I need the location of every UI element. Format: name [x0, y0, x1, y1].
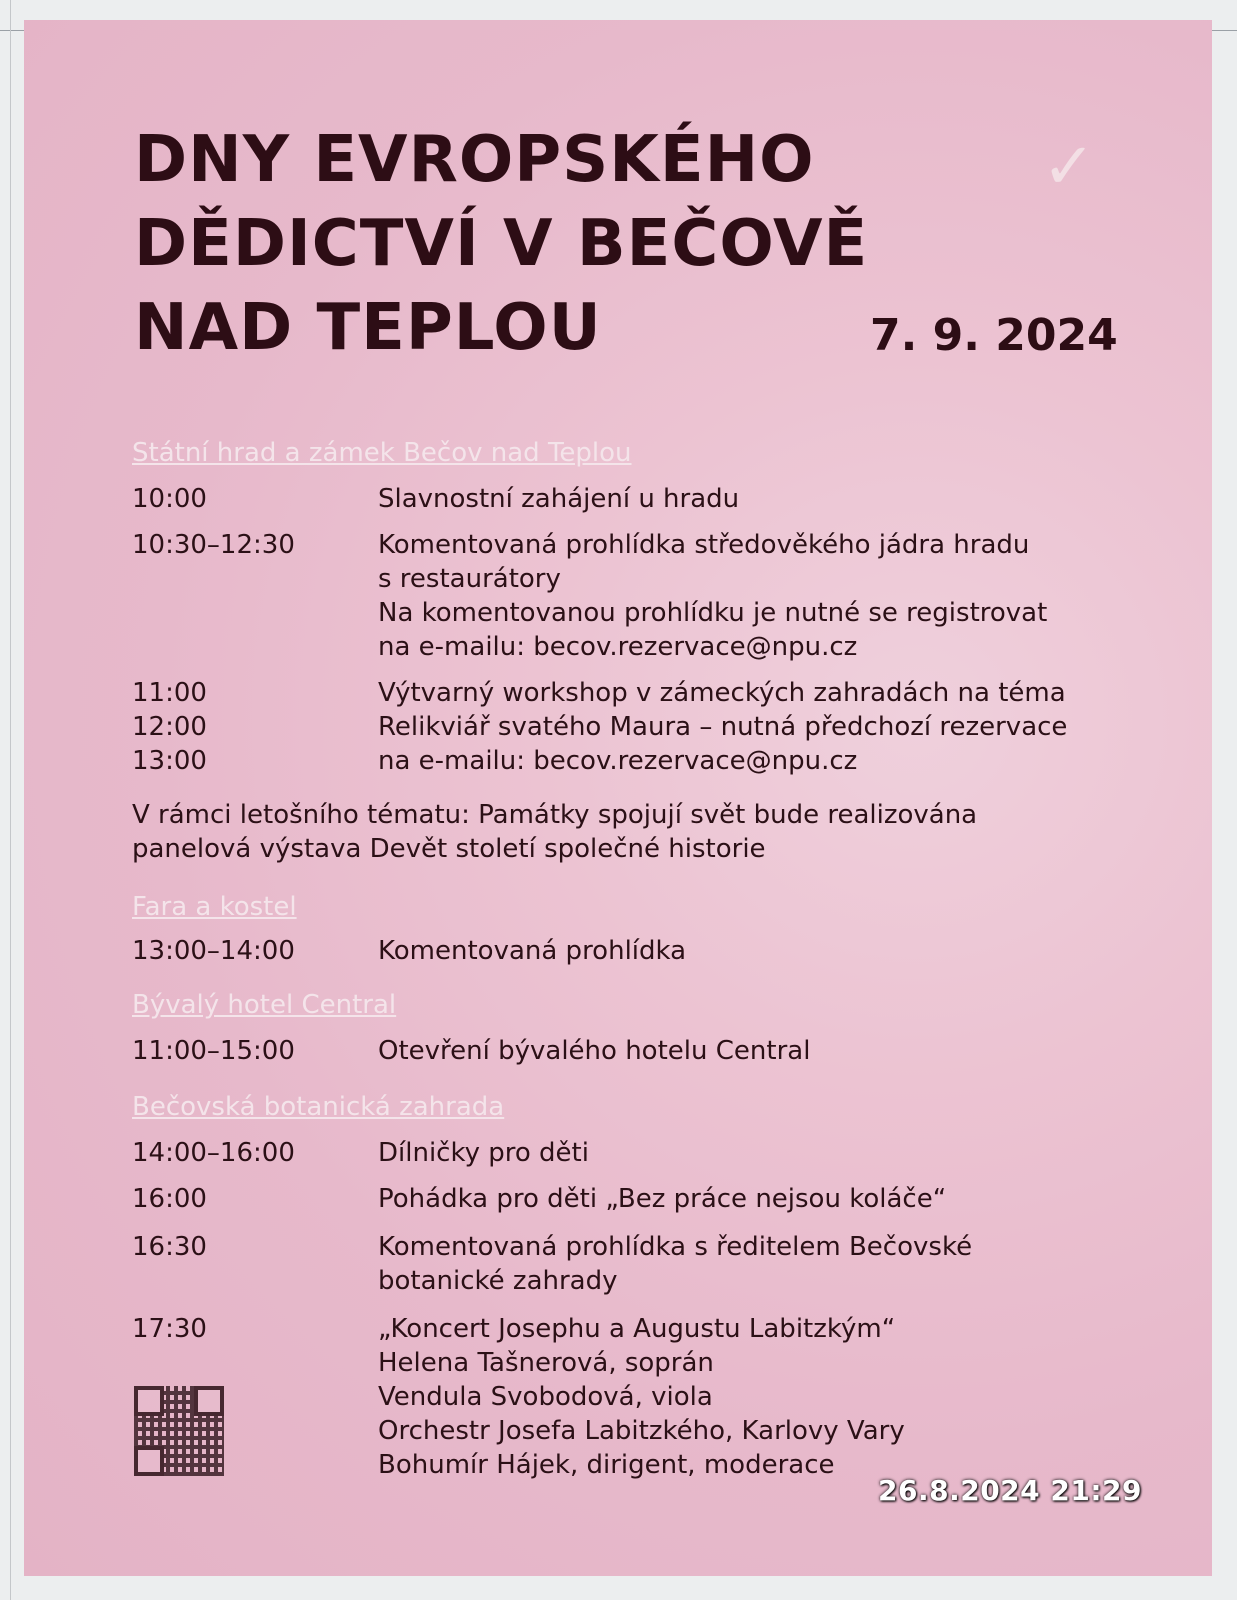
description-line: na e-mailu: becov.rezervace@npu.cz	[378, 746, 858, 776]
exhibition-note	[132, 798, 1172, 866]
schedule-time: 13:00	[132, 746, 207, 776]
description-line: Bohumír Hájek, dirigent, moderace	[378, 1450, 835, 1480]
description-line: s restaurátory	[378, 564, 561, 594]
note-line: V rámci letošního tématu: Památky spojují svět bude realizována	[132, 800, 978, 830]
description-line: Relikviář svatého Maura – nutná předchozí rezervace	[378, 712, 1068, 742]
qr-finder	[194, 1386, 224, 1416]
description-line: Komentovaná prohlídka	[378, 936, 687, 966]
frame-line	[10, 0, 11, 1600]
description-line: na e-mailu: becov.rezervace@npu.cz	[378, 632, 858, 662]
schedule-time: 11:00	[132, 678, 207, 708]
event-date: 7. 9. 2024	[870, 310, 1118, 361]
schedule-description	[378, 1034, 1168, 1068]
description-line: Dílničky pro děti	[378, 1138, 589, 1168]
schedule-description	[378, 1182, 1168, 1216]
schedule-time: 12:00	[132, 712, 207, 742]
schedule-description	[378, 482, 1168, 516]
description-line: Otevření bývalého hotelu Central	[378, 1036, 811, 1066]
note-line: panelová výstava Devět století společné historie	[132, 834, 766, 864]
description-line: Komentovaná prohlídka s ředitelem Bečovské	[378, 1232, 973, 1262]
description-line: Helena Tašnerová, soprán	[378, 1348, 714, 1378]
description-line: Slavnostní zahájení u hradu	[378, 484, 740, 514]
qr-finder	[134, 1386, 164, 1416]
section-heading-castle: Státní hrad a zámek Bečov nad Teplou	[132, 438, 632, 468]
section-heading-garden: Bečovská botanická zahrada	[132, 1092, 505, 1122]
section-heading-hotel: Bývalý hotel Central	[132, 990, 397, 1020]
checkmark-logo-icon: ✓	[1042, 130, 1096, 204]
section-heading-church: Fara a kostel	[132, 892, 297, 922]
schedule-time: 16:00	[132, 1184, 207, 1214]
schedule-time: 16:30	[132, 1232, 207, 1262]
schedule-times	[132, 676, 372, 778]
schedule-time: 13:00–14:00	[132, 936, 295, 966]
description-line: „Koncert Josephu a Augustu Labitzkým“	[378, 1314, 896, 1344]
poster-title	[134, 118, 954, 370]
schedule-description	[378, 1230, 1168, 1298]
schedule-description	[378, 1312, 1168, 1482]
event-poster	[24, 20, 1212, 1576]
schedule-time: 10:30–12:30	[132, 530, 295, 560]
camera-timestamp: 26.8.2024 21:29	[878, 1474, 1143, 1507]
schedule-time: 14:00–16:00	[132, 1138, 295, 1168]
description-line: Vendula Svobodová, viola	[378, 1382, 713, 1412]
qr-code-icon	[134, 1386, 224, 1476]
schedule-description	[378, 934, 1168, 968]
title-line: DĚDICTVÍ V BEČOVĚ	[134, 207, 869, 281]
qr-finder	[134, 1446, 164, 1476]
title-line: NAD TEPLOU	[134, 291, 602, 365]
schedule-time: 10:00	[132, 484, 207, 514]
description-line: Pohádka pro děti „Bez práce nejsou koláče“	[378, 1184, 947, 1214]
schedule-time: 11:00–15:00	[132, 1036, 295, 1066]
description-line: Na komentovanou prohlídku je nutné se registrovat	[378, 598, 1048, 628]
description-line: Výtvarný workshop v zámeckých zahradách na téma	[378, 678, 1066, 708]
schedule-description	[378, 1136, 1168, 1170]
description-line: botanické zahrady	[378, 1266, 618, 1296]
title-line: DNY EVROPSKÉHO	[134, 123, 815, 197]
description-line: Komentovaná prohlídka středověkého jádra hradu	[378, 530, 1030, 560]
description-line: Orchestr Josefa Labitzkého, Karlovy Vary	[378, 1416, 905, 1446]
schedule-time: 17:30	[132, 1314, 207, 1344]
schedule-description	[378, 676, 1168, 778]
schedule-description	[378, 528, 1168, 664]
